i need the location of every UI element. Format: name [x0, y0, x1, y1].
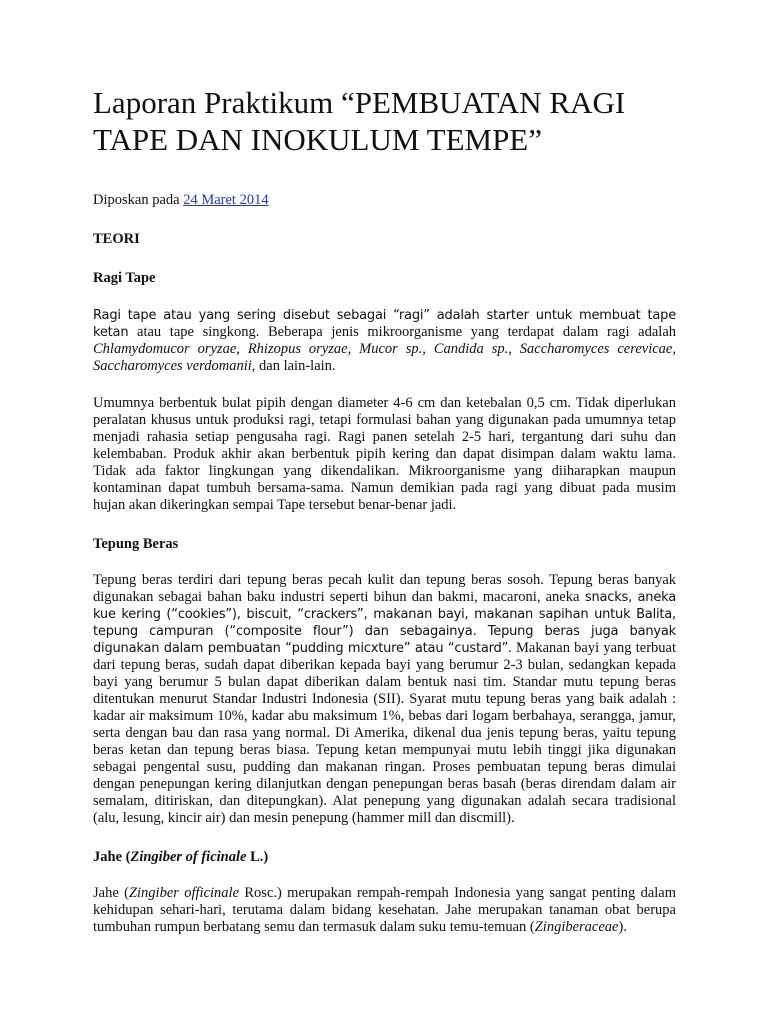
ragi-intro-end: , dan lain-lain.: [251, 358, 336, 374]
jahe-heading-prefix: Jahe (: [93, 849, 131, 865]
subheading-tepung-beras: Tepung Beras: [93, 536, 179, 552]
posted-prefix: Diposkan pada: [93, 192, 184, 208]
tepung-text-b: . Tepung beras banyak digunakan sebagai bahan baku industri seperti bihun dan bakmi, macaroni, aneka: [93, 572, 677, 605]
jahe-text-c: ).: [618, 919, 627, 935]
jahe-text-a: Jahe (: [93, 885, 129, 901]
paragraph-jahe: [93, 885, 676, 936]
tepung-text-d: . Makanan bayi yang terbuat dari tepung beras, sudah dapat diberikan kepada bayi yang berumur 2-3 bulan, sedangkan kepada bayi yang berumur 5 bulan dapat diberikan dalam bentuk nasi tim. Standar mutu tepung beras ditentukan menurut Standar Industri Indonesia (SII). Syarat mutu tepung beras yang baik adalah : kadar air maksimum 10%, kadar abu maksimum 1%, bebas dari logam berbahaya, serangga, jamur, serta dengan bau dan rasa yang normal. Di Amerika, dikenal dua jenis tepung beras, yaitu tepung beras ketan dan tepung beras biasa. Tepung ketan mempunyai mutu lebih tinggi jika digunakan sebagai pengental susu, pudding dan makanan ringan. Proses pembuatan tepung beras dimulai dengan penepungan kering dilanjutkan dengan penepungan beras basah (beras direndam dalam air semalam, ditiriskan, dan ditepungkan). Alat penepung yang digunakan adalah secara tradisional (alu, lesung, kincir air) dan mesin penepung (hammer mill dan discmill).: [93, 640, 677, 826]
ragi-species-list: Chlamydomucor oryzae, Rhizopus oryzae, Mucor sp., Candida sp., Saccharomyces cerevicae, Saccharomyces verdomanii: [93, 341, 676, 374]
post-meta: [93, 191, 676, 209]
subheading-ragi-tape: Ragi Tape: [93, 270, 156, 286]
paragraph-ragi-2: Umumnya berbentuk bulat pipih dengan diameter 4-6 cm dan ketebalan 0,5 cm. Tidak diperlukan peralatan khusus untuk produksi ragi, tetapi formulasi bahan yang digunakan pada umumnya tetap menjadi rahasia setiap pengusaha ragi. Ragi panen setelah 2-5 hari, tergantung dari suhu dan kelembaban. Produk akhir akan berbentuk pipih kering dan dapat disimpan dalam waktu lama. Tidak ada faktor lingkungan yang dikendalikan. Mikroorganisme yang diiharapkan maupun kontaminan dapat tumbuh bersama-sama. Namun demikian pada ragi yang dibuat pada musim hujan akan dikeringkan sempai Tape tersebut benar-benar jadi.: [93, 395, 676, 513]
ragi-intro-text: Ragi tape atau yang sering disebut sebagai “ragi” adalah starter untuk membuat tape ketan: [93, 308, 676, 340]
document-title: Laporan Praktikum “PEMBUATAN RAGI TAPE DAN INOKULUM TEMPE”: [93, 85, 626, 157]
subheading-jahe: [93, 848, 676, 866]
jahe-latin-name: Zingiber officinale: [128, 885, 240, 901]
section-heading-teori: TEORI: [93, 231, 140, 247]
tepung-text-c: snacks, aneka kue kering (“cookies”), biscuit, “crackers”, makanan bayi, makanan sapihan untuk Balita, tepung campuran (“composite flour”) dan sebagainya. Tepung beras juga banyak digunakan dalam pembuatan “pudding micxture” atau “custard”: [93, 590, 676, 656]
ragi-intro-text-2: atau tape singkong. Beberapa jenis mikroorganisme yang terdapat dalam ragi adalah: [128, 324, 676, 340]
post-date-link[interactable]: 24 Maret 2014: [183, 192, 269, 208]
paragraph-tepung: [93, 572, 676, 827]
jahe-heading-suffix: L.): [246, 849, 269, 865]
paragraph-ragi-1: [93, 307, 676, 375]
jahe-family-name: Zingiberaceae: [534, 919, 619, 935]
jahe-text-b: Rosc.) merupakan rempah-rempah Indonesia yang sangat penting dalam kehidupan sehari-hari, terutama dalam bidang kesehatan. Jahe merupakan tanaman obat berupa tumbuhan rumpun berbatang semu dan termasuk dalam suku temu-temuan (: [93, 885, 677, 935]
jahe-heading-latin: Zingiber of ficinale: [130, 849, 247, 865]
tepung-text-a: Tepung beras terdiri dari tepung beras pecah kulit dan tepung beras sosoh: [93, 572, 541, 588]
